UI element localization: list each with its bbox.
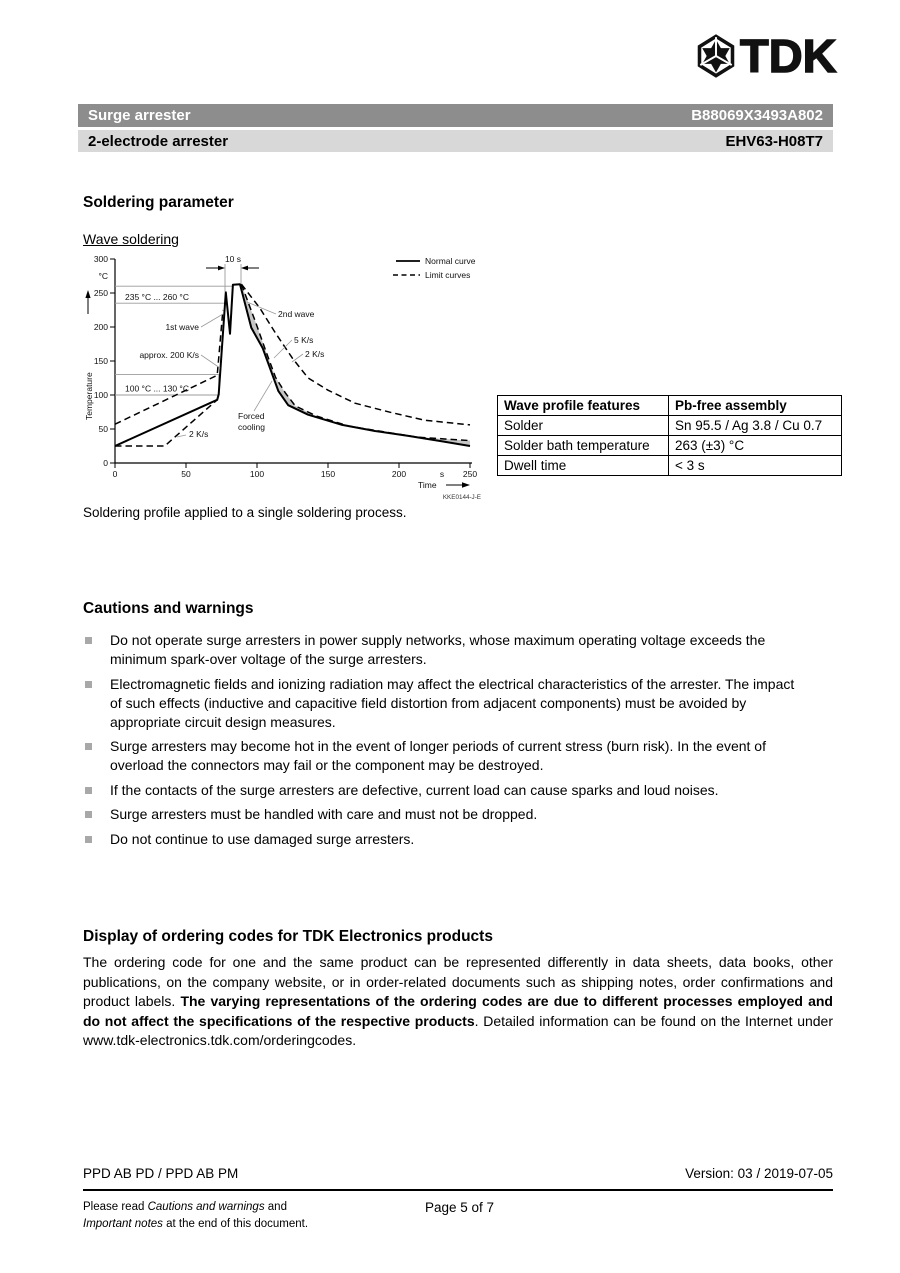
ordering-text-bold: The varying representations of the ordering codes are due to different processes employed and do not affect the specifications of the respective products bbox=[83, 993, 833, 1029]
footer-note-text: Please read bbox=[83, 1201, 148, 1213]
svg-text:2 K/s: 2 K/s bbox=[189, 429, 209, 439]
svg-text:235 °C ... 260 °C: 235 °C ... 260 °C bbox=[125, 292, 189, 302]
footer-note-italic: Important notes bbox=[83, 1217, 163, 1230]
svg-text:°C: °C bbox=[98, 271, 108, 281]
table-cell-value: < 3 s bbox=[669, 456, 842, 476]
svg-text:Forced: Forced bbox=[238, 411, 265, 421]
svg-text:200: 200 bbox=[93, 322, 108, 332]
footer-meta-row bbox=[83, 1166, 833, 1181]
table-row bbox=[498, 416, 842, 436]
ordering-text: . Detailed information can be found on the Internet under www.tdk-electronics.tdk.com/orderingcodes. bbox=[83, 1012, 833, 1048]
wave-soldering-chart-area bbox=[78, 250, 490, 506]
cautions-list bbox=[83, 631, 805, 854]
caution-item: Surge arresters may become hot in the event of longer periods of current stress (burn risk). In the event of overload the connectors may fail or the component may be destroyed. bbox=[83, 737, 805, 775]
footer-department: PPD AB PD / PPD AB PM bbox=[83, 1166, 239, 1181]
caution-item: Do not continue to use damaged surge arresters. bbox=[83, 830, 805, 849]
svg-text:KKE0144-J-E: KKE0144-J-E bbox=[442, 494, 481, 501]
svg-text:2nd wave: 2nd wave bbox=[278, 309, 315, 319]
table-cell-label: Solder bath temperature bbox=[498, 436, 669, 456]
table-header-features: Wave profile features bbox=[498, 396, 669, 416]
svg-text:50: 50 bbox=[98, 424, 108, 434]
product-family: Surge arrester bbox=[88, 107, 191, 124]
part-number: B88069X3493A802 bbox=[691, 107, 823, 124]
soldering-section-title: Soldering parameter bbox=[83, 194, 234, 211]
table-cell-label: Dwell time bbox=[498, 456, 669, 476]
header-bar-primary bbox=[78, 104, 833, 127]
table-header-assembly: Pb-free assembly bbox=[669, 396, 842, 416]
svg-text:0: 0 bbox=[112, 469, 118, 479]
table-cell-value: 263 (±3) °C bbox=[669, 436, 842, 456]
wave-soldering-subtitle: Wave soldering bbox=[83, 231, 179, 247]
ordering-codes-title: Display of ordering codes for TDK Electronics products bbox=[83, 928, 493, 945]
svg-text:approx. 200 K/s: approx. 200 K/s bbox=[139, 350, 199, 360]
svg-text:150: 150 bbox=[320, 469, 336, 479]
chart-caption: Soldering profile applied to a single soldering process. bbox=[83, 505, 407, 520]
tdk-logo-mark bbox=[696, 34, 736, 78]
svg-text:1st wave: 1st wave bbox=[165, 322, 199, 332]
svg-text:100: 100 bbox=[249, 469, 265, 479]
footer-note-text: and bbox=[264, 1201, 287, 1213]
footer-note-text: at the end of this document. bbox=[162, 1217, 309, 1230]
table-header-row bbox=[498, 396, 842, 416]
footer-note bbox=[83, 1199, 323, 1232]
caution-item: Electromagnetic fields and ionizing radiation may affect the electrical characteristics of the arrester. The impact of such effects (inductive and capacitive field distortion from adjacent components) must be avoided by appropriate circuit design measures. bbox=[83, 675, 805, 732]
page-number: Page 5 of 7 bbox=[425, 1200, 495, 1215]
svg-text:s: s bbox=[439, 469, 445, 479]
footer-version: Version: 03 / 2019-07-05 bbox=[685, 1166, 833, 1181]
svg-text:100: 100 bbox=[93, 390, 108, 400]
footer-note-italic: Cautions and warnings bbox=[147, 1201, 265, 1213]
svg-text:100 °C ... 130 °C: 100 °C ... 130 °C bbox=[125, 383, 189, 394]
ordering-text: The ordering code for one and the same product can be represented differently in data sheets, data books, other publications, on the company website, or in order-related documents such as shipping notes, order confirmations and product labels. bbox=[83, 954, 833, 1009]
caution-item: Do not operate surge arresters in power supply networks, whose maximum operating voltage exceeds the minimum spark-over voltage of the surge arresters. bbox=[83, 631, 805, 669]
table-cell-label: Solder bbox=[498, 416, 669, 436]
svg-text:Limit curves: Limit curves bbox=[425, 270, 471, 280]
tdk-logo-text: TDK bbox=[740, 30, 837, 82]
svg-text:200: 200 bbox=[391, 469, 407, 479]
caution-item: Surge arresters must be handled with care and must not be dropped. bbox=[83, 805, 805, 824]
header-bar-secondary bbox=[78, 130, 833, 152]
svg-text:10 s: 10 s bbox=[224, 254, 242, 264]
svg-text:0: 0 bbox=[103, 458, 108, 468]
wave-profile-table bbox=[497, 395, 842, 476]
svg-text:250: 250 bbox=[462, 469, 478, 479]
ordering-codes-paragraph bbox=[83, 953, 833, 1051]
svg-text:Normal curve: Normal curve bbox=[425, 256, 476, 266]
svg-text:Time: Time bbox=[418, 480, 437, 490]
tdk-logo bbox=[696, 30, 837, 82]
table-row bbox=[498, 456, 842, 476]
product-type: 2-electrode arrester bbox=[88, 132, 229, 150]
svg-text:cooling: cooling bbox=[238, 422, 265, 432]
table-row bbox=[498, 436, 842, 456]
svg-text:50: 50 bbox=[181, 469, 191, 479]
svg-text:250: 250 bbox=[93, 288, 108, 298]
table-cell-value: Sn 95.5 / Ag 3.8 / Cu 0.7 bbox=[669, 416, 842, 436]
wave-soldering-chart bbox=[78, 250, 490, 506]
svg-text:150: 150 bbox=[93, 356, 108, 366]
type-code: EHV63-H08T7 bbox=[725, 132, 823, 150]
cautions-title: Cautions and warnings bbox=[83, 600, 254, 617]
caution-item: If the contacts of the surge arresters are defective, current load can cause sparks and loud noises. bbox=[83, 781, 805, 800]
svg-text:Temperature: Temperature bbox=[84, 372, 94, 420]
svg-text:300: 300 bbox=[93, 254, 108, 264]
svg-text:2 K/s: 2 K/s bbox=[305, 349, 325, 359]
footer-divider bbox=[83, 1189, 833, 1191]
svg-text:5 K/s: 5 K/s bbox=[294, 335, 314, 345]
